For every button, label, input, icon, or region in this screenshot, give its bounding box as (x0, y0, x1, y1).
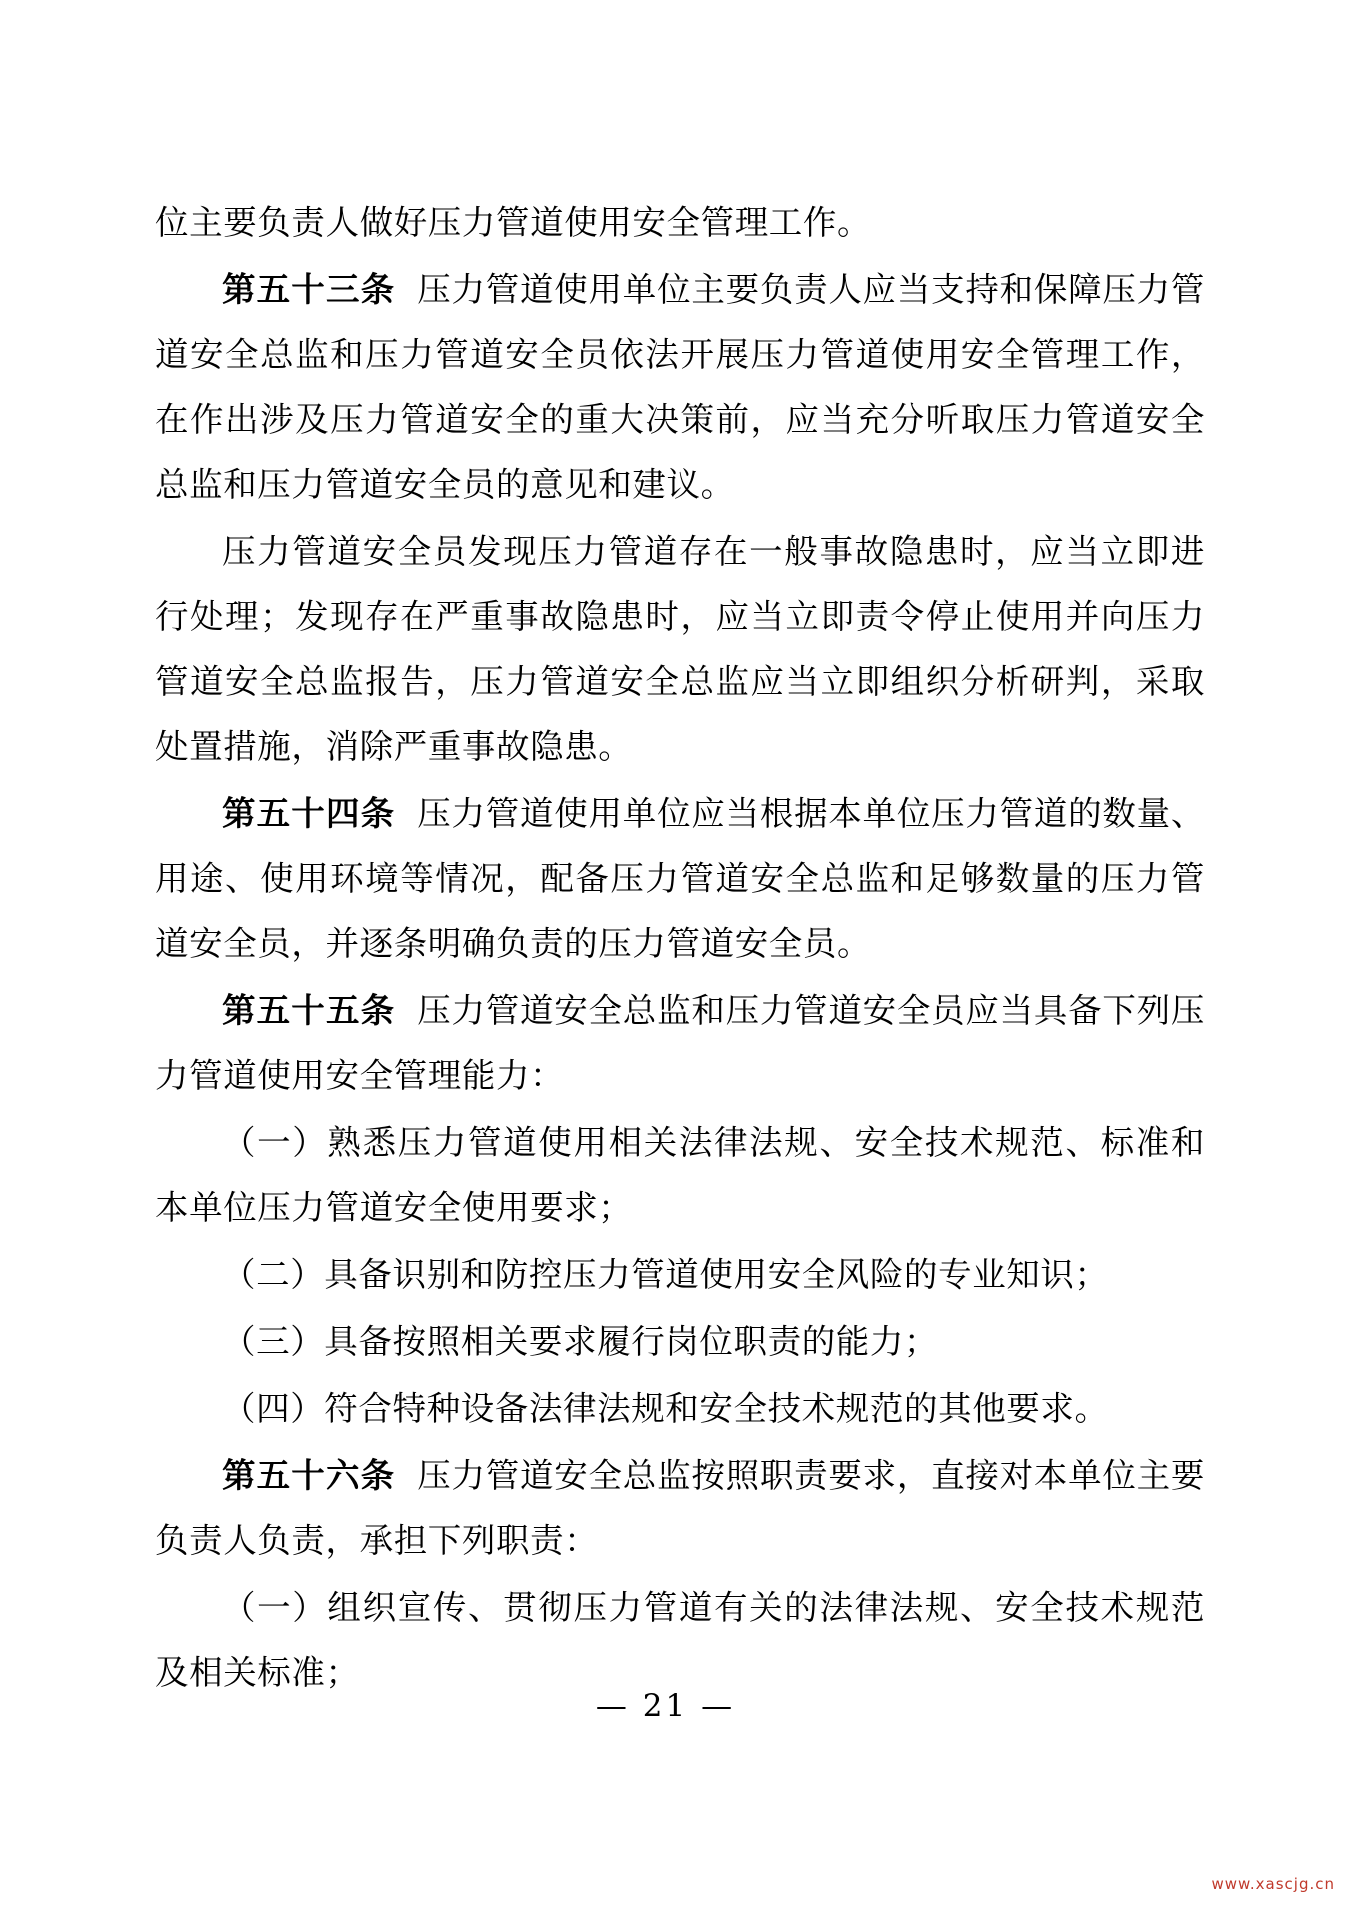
paragraph-article-55-item-2 (155, 1242, 1205, 1307)
article-label: 第五十五条 (222, 991, 396, 1030)
article-label: 第五十六条 (222, 1456, 396, 1495)
paragraph-article-53-2 (155, 519, 1205, 779)
article-label: 第五十四条 (222, 794, 396, 833)
paragraph-continued-52 (155, 190, 1205, 255)
document-body (155, 190, 1205, 1705)
paragraph-article-53 (155, 257, 1205, 517)
paragraph-article-56-item-1 (155, 1575, 1205, 1705)
paragraph-text: （一）组织宣传、贯彻压力管道有关的法律法规、安全技术规范及相关标准； (155, 1588, 1205, 1692)
paragraph-text: （二）具备识别和防控压力管道使用安全风险的专业知识； (222, 1255, 1109, 1294)
paragraph-article-55 (155, 978, 1205, 1108)
paragraph-text: 压力管道使用单位应当根据本单位压力管道的数量、用途、使用环境等情况，配备压力管道安全总监和足够数量的压力管道安全员，并逐条明确负责的压力管道安全员。 (155, 794, 1205, 963)
paragraph-text: 压力管道安全总监和压力管道安全员应当具备下列压力管道使用安全管理能力： (155, 991, 1205, 1095)
paragraph-article-56 (155, 1443, 1205, 1573)
paragraph-text: 压力管道安全总监按照职责要求，直接对本单位主要负责人负责，承担下列职责： (155, 1456, 1205, 1560)
page-number: — 21 — (595, 1688, 736, 1724)
paragraph-article-54 (155, 781, 1205, 976)
paragraph-text: （四）符合特种设备法律法规和安全技术规范的其他要求。 (222, 1389, 1109, 1428)
paragraph-text: （一）熟悉压力管道使用相关法律法规、安全技术规范、标准和本单位压力管道安全使用要求； (155, 1123, 1205, 1227)
article-label: 第五十三条 (222, 270, 396, 309)
paragraph-article-55-item-3 (155, 1309, 1205, 1374)
paragraph-text: 压力管道使用单位主要负责人应当支持和保障压力管道安全总监和压力管道安全员依法开展压力管道使用安全管理工作，在作出涉及压力管道安全的重大决策前，应当充分听取压力管道安全总监和压力管道安全员的意见和建议。 (155, 270, 1205, 504)
paragraph-text: （三）具备按照相关要求履行岗位职责的能力； (222, 1322, 939, 1361)
paragraph-article-55-item-1 (155, 1110, 1205, 1240)
watermark: www.xascjg.cn (1211, 1875, 1335, 1893)
paragraph-text: 位主要负责人做好压力管道使用安全管理工作。 (155, 203, 872, 242)
paragraph-text: 压力管道安全员发现压力管道存在一般事故隐患时，应当立即进行处理；发现存在严重事故隐患时，应当立即责令停止使用并向压力管道安全总监报告，压力管道安全总监应当立即组织分析研判，采取处置措施，消除严重事故隐患。 (155, 532, 1205, 766)
paragraph-article-55-item-4 (155, 1376, 1205, 1441)
